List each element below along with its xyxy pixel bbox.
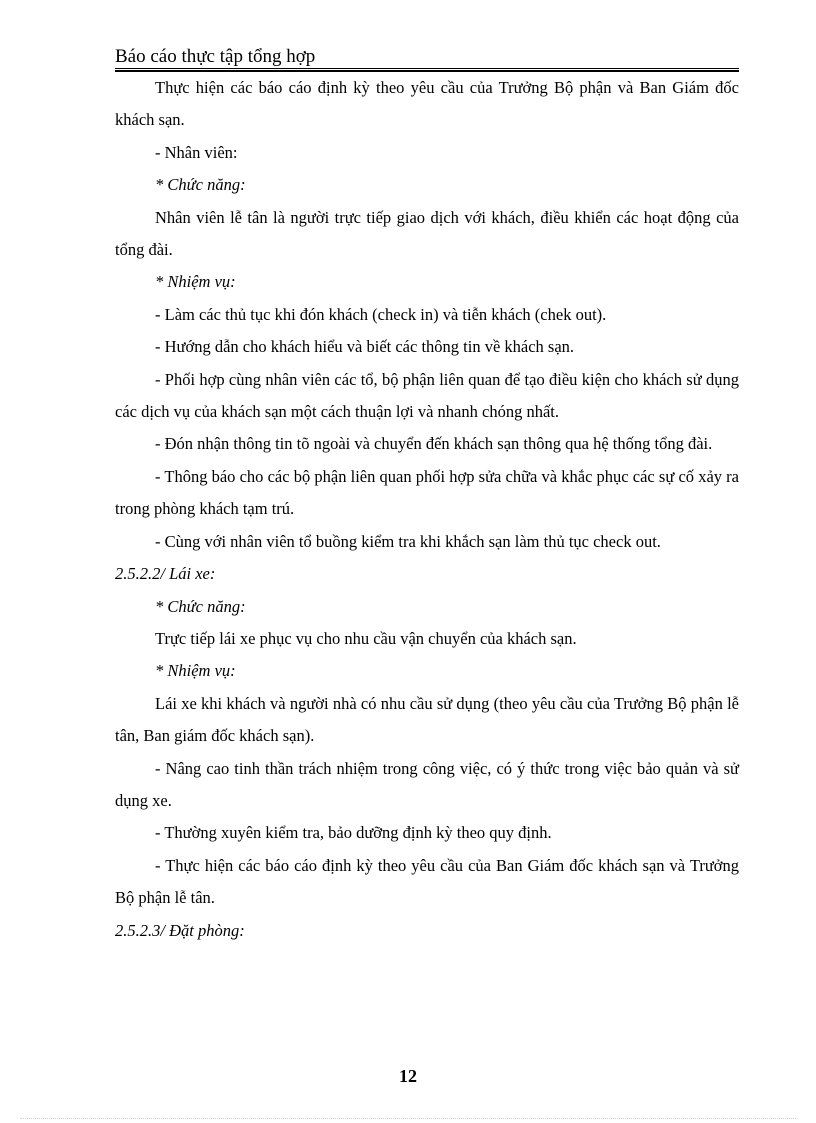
subheading-duties: * Nhiệm vụ: xyxy=(155,272,236,292)
paragraph: Nhân viên lễ tân là người trực tiếp giao dịch với khách, điều khiển các hoạt động của tổng đài. xyxy=(115,207,739,260)
paragraph: Trực tiếp lái xe phục vụ cho nhu cầu vận chuyển của khách sạn. xyxy=(155,628,577,648)
list-item: - Cùng với nhân viên tổ buồng kiểm tra khi khắch sạn làm thủ tục check out. xyxy=(155,531,661,551)
list-item: Lái xe khi khách và người nhà có nhu cầu sử dụng (theo yêu cầu của Trưởng Bộ phận lễ tân, Ban giám đốc khách sạn). xyxy=(115,693,739,746)
list-item: - Làm các thủ tục khi đón khách (check in) và tiễn khách (chek out). xyxy=(155,304,607,324)
footer-divider xyxy=(20,1118,796,1119)
running-header: Báo cáo thực tập tổng hợp xyxy=(115,46,316,67)
list-item: - Thường xuyên kiểm tra, bảo dưỡng định kỳ theo quy định. xyxy=(155,823,552,843)
page-number: 12 xyxy=(399,1066,417,1086)
list-item: - Phối hợp cùng nhân viên các tổ, bộ phận liên quan để tạo điều kiện cho khách sử dụng các dịch vụ của khách sạn một cách thuận lợi và nhanh chóng nhất. xyxy=(115,369,739,422)
document-body xyxy=(115,72,739,947)
section-heading: 2.5.2.3/ Đặt phòng: xyxy=(115,920,245,940)
paragraph: Thực hiện các báo cáo định kỳ theo yêu cầu của Trưởng Bộ phận và Ban Giám đốc khách sạn. xyxy=(115,78,739,130)
subheading-function: * Chức năng: xyxy=(155,175,246,195)
list-item: - Đón nhận thông tin tõ ngoài và chuyển đến khách sạn thông qua hệ thống tổng đài. xyxy=(155,434,713,454)
paragraph: - Nhân viên: xyxy=(155,142,238,162)
list-item: - Thực hiện các báo cáo định kỳ theo yêu cầu của Ban Giám đốc khách sạn và Trưởng Bộ phận lễ tân. xyxy=(115,855,739,908)
section-heading: 2.5.2.2/ Lái xe: xyxy=(115,564,216,584)
subheading-duties: * Nhiệm vụ: xyxy=(155,661,236,681)
list-item: - Thông báo cho các bộ phận liên quan phối hợp sửa chữa và khắc phục các sự cố xảy ra trong phòng khách tạm trú. xyxy=(115,466,739,519)
subheading-function: * Chức năng: xyxy=(155,596,246,616)
list-item: - Nâng cao tinh thần trách nhiệm trong công việc, có ý thức trong việc bảo quản và sử dụng xe. xyxy=(115,758,739,810)
list-item: - Hướng dẫn cho khách hiểu và biết các thông tin về khách sạn. xyxy=(155,337,575,357)
